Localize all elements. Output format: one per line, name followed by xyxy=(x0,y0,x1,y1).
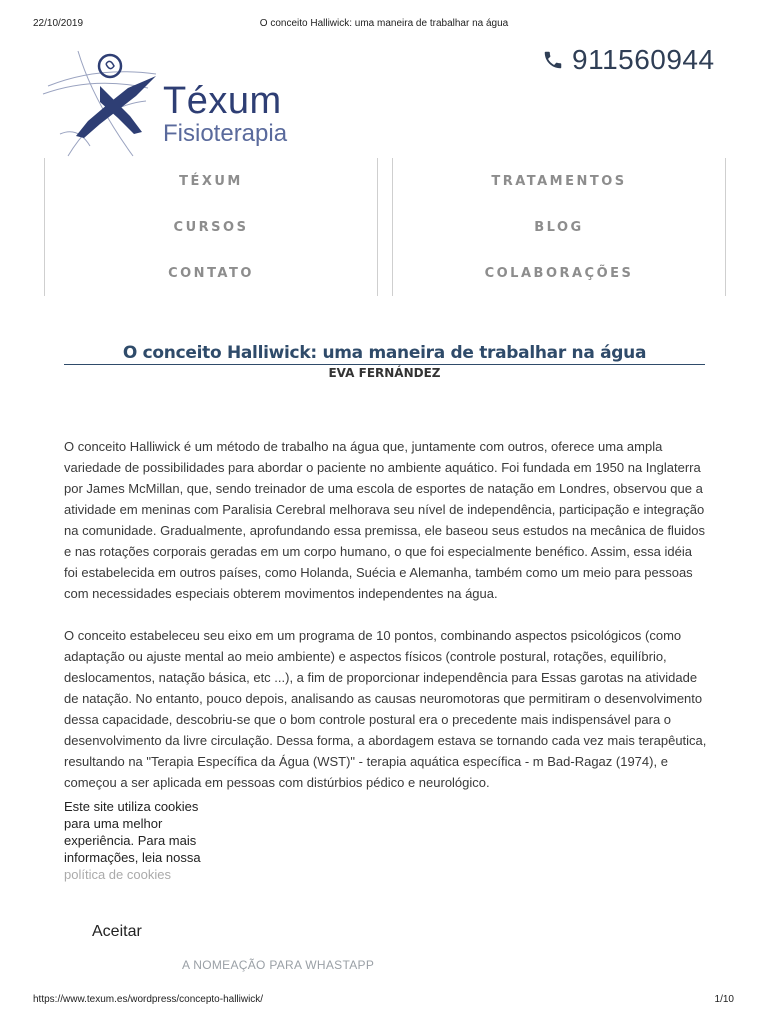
whatsapp-appointment-link[interactable]: A NOMEAÇÃO PARA WHASTAPP xyxy=(182,958,375,972)
logo-figure-icon xyxy=(38,46,168,161)
nav-item-cursos[interactable]: CURSOS xyxy=(44,204,378,250)
phone-number: 911560944 xyxy=(572,44,715,75)
nav-item-blog[interactable]: BLOG xyxy=(392,204,726,250)
nav-item-contato[interactable]: CONTATO xyxy=(44,250,378,296)
print-date: 22/10/2019 xyxy=(33,18,84,29)
phone-icon xyxy=(542,49,564,71)
article-author: EVA FERNÁNDEZ xyxy=(328,366,441,380)
nav-item-colaboracoes[interactable]: COLABORAÇÕES xyxy=(392,250,726,296)
print-page-number: 1/10 xyxy=(714,994,734,1005)
nav-item-texum[interactable]: TÉXUM xyxy=(44,158,378,204)
main-navigation xyxy=(44,158,726,296)
nav-item-tratamentos[interactable]: TRATAMENTOS xyxy=(392,158,726,204)
logo-subtitle: Fisioterapia xyxy=(163,120,288,147)
accept-cookies-button[interactable]: Aceitar xyxy=(92,923,142,940)
cookie-banner xyxy=(50,796,218,893)
cookie-text: Este site utiliza cookies para uma melhor experiência. Para mais informações, leia nossa xyxy=(64,799,201,865)
article-paragraph: O conceito Halliwick é um método de trabalho na água que, juntamente com outros, oferece uma ampla variedade de possibilidades para abordar o paciente no ambiente aquático. Foi fundada em 1950 na Inglaterra por James McMillan, que, sendo treinador de uma escola de esportes de natação em Londres, observou que a atividade em meninas com Paralisia Cerebral melhorava seu nível de independência, participação e integração na comunidade. Gradualmente, aprofundando essa premissa, ele baseou seus estudos na mecânica de fluidos e nas rotações corporais geradas em um corpo humano, o que foi especialmente benéfico. Assim, essa idéia foi estabelecida em outros países, como Holanda, Suécia e Alemanha, também como um meio para pessoas com necessidades especiais obterem movimentos independentes na água. xyxy=(64,439,706,601)
print-url: https://www.texum.es/wordpress/concepto-halliwick/ xyxy=(33,994,264,1005)
article-paragraph: O conceito estabeleceu seu eixo em um programa de 10 pontos, combinando aspectos psicológicos (como adaptação ou ajuste mental ao meio ambiente) e aspectos físicos (controle postural, rotações, equilíbrio, deslocamentos, natação básica, etc ...), a fim de proporcionar independência para Essas garotas na atividade de natação. No entanto, pouco depois, analisando as causas neuromotoras que permitiram o desenvolvimento dessa capacidade, descobriu-se que o bom controle postural era o precedente mais indispensável para o desenvolvimento da livre circulação. Dessa forma, a abordagem estava se tornando cada vez mais terapêutica, resultando na "Terapia Específica da Água (WST)" - terapia aquática específica - m Bad-Ragaz (1974), e começou a ser aplicada em pessoas com distúrbios pédico e neurológico. xyxy=(64,628,707,790)
article-header xyxy=(64,342,705,380)
article-body xyxy=(64,436,709,814)
phone-contact[interactable] xyxy=(542,44,715,76)
article-title: O conceito Halliwick: uma maneira de trabalhar na água xyxy=(64,342,705,365)
cookie-policy-link[interactable]: política de cookies xyxy=(64,867,171,882)
print-page-title: O conceito Halliwick: uma maneira de trabalhar na água xyxy=(259,18,509,29)
logo-name: Téxum xyxy=(163,80,282,122)
